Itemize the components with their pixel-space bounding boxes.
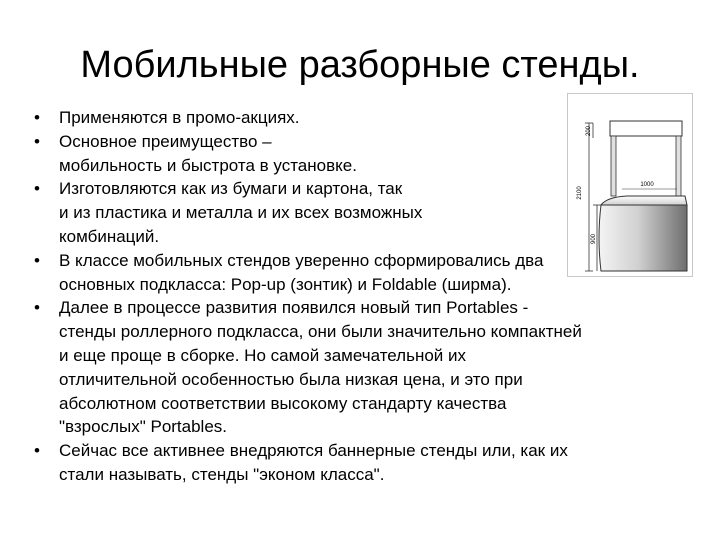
- bullet-dot: •: [34, 441, 40, 461]
- top-height-label: 200: [586, 125, 592, 137]
- bullet-item: [34, 106, 704, 130]
- bullet-dot: •: [34, 131, 40, 151]
- bullet-item: [34, 177, 704, 248]
- total-height-label: 2100: [577, 186, 583, 200]
- bullet-list: [34, 106, 704, 487]
- bullet-dot: •: [34, 250, 40, 270]
- slide-title: Мобильные разборные стенды.: [80, 44, 640, 86]
- counter-height-label: 900: [591, 233, 597, 245]
- bullet-text: В классе мобильных стендов уверенно сформировались два основных подкласса: Pop-up (зонтик) и Foldable (ширма).: [59, 250, 544, 294]
- width-label: 1000: [640, 182, 654, 188]
- bullet-dot: •: [34, 179, 40, 199]
- bullet-text: Далее в процессе развития появился новый тип Portables - стенды роллерного подкласса, они были значительно компактней и еще проще в сборке. Но самой замечательной их отличительной особенностью была низкая цена, и это при абсолютном соответствии высокому стандарту качества "взрослых" Portables.: [59, 298, 582, 437]
- bullet-text: Сейчас все активнее внедряются баннерные стенды или, как их стали называть, стенды "эконом класса".: [59, 441, 568, 484]
- bullet-text: Основное преимущество – мобильность и быстрота в установке.: [59, 131, 357, 175]
- bullet-text: Изготовляются как из бумаги и картона, так и из пластика и металла и их всех возможных комбинаций.: [59, 179, 423, 246]
- bullet-item: [34, 130, 704, 178]
- bullet-item: [34, 439, 704, 487]
- bullet-dot: •: [34, 108, 40, 127]
- bullet-dot: •: [34, 298, 40, 318]
- bullet-item: [34, 296, 704, 439]
- bullet-text: Применяются в промо-акциях.: [59, 108, 300, 127]
- bullet-item: [34, 249, 704, 297]
